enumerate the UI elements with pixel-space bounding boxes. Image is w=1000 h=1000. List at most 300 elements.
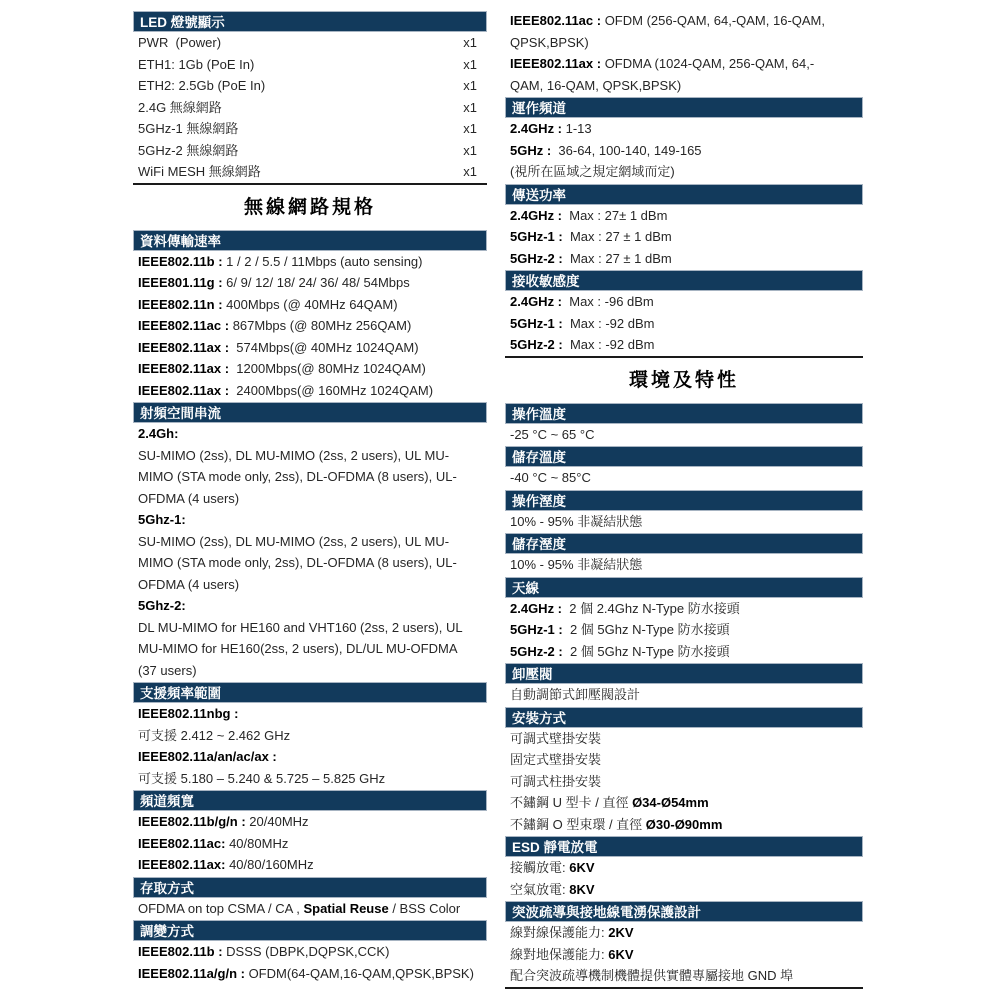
section-title: 環境及特性 xyxy=(628,369,739,391)
spec-row xyxy=(505,10,863,32)
row-value: 接觸放電: xyxy=(510,860,570,875)
spec-row-text xyxy=(138,552,477,574)
spec-row-text xyxy=(510,554,853,576)
section-header-label: 運作頻道 xyxy=(512,101,566,116)
section-header-bar xyxy=(505,707,863,728)
spec-row xyxy=(133,358,487,380)
spec-row-text xyxy=(138,140,455,162)
spec-row-text xyxy=(510,879,853,901)
row-value: 1 / 2 / 5.5 / 11Mbps (auto sensing) xyxy=(226,253,423,269)
spec-row xyxy=(505,619,863,641)
row-value: 線對線保護能力: xyxy=(510,925,609,940)
spec-row xyxy=(133,337,487,359)
spec-row xyxy=(133,54,487,76)
section-header-label: 接收敏感度 xyxy=(512,274,580,289)
row-label: IEEE802.11ac : xyxy=(138,318,233,333)
spec-row-text xyxy=(138,811,477,833)
spec-row-text xyxy=(510,291,853,313)
spec-row-text xyxy=(510,814,853,836)
row-value: MIMO (STA mode only, 2ss), DL-OFDMA (8 users), UL- xyxy=(138,555,457,570)
spec-row xyxy=(505,118,863,140)
row-label: IEEE802.11n : xyxy=(138,296,227,312)
row-value: 400Mbps (@ 40MHz 64QAM) xyxy=(226,296,398,312)
spec-row-text xyxy=(510,792,853,814)
row-label: IEEE802.11ac: xyxy=(138,835,230,851)
spec-row-text xyxy=(510,641,853,663)
spec-row-text xyxy=(138,445,477,467)
row-value: 20/40MHz xyxy=(249,814,309,829)
spec-row-text xyxy=(510,728,853,750)
section-header-label: 資料傳輸速率 xyxy=(140,233,221,249)
spec-row xyxy=(133,488,487,510)
row-label: 5GHz-1 : xyxy=(510,229,567,244)
spec-row xyxy=(133,898,487,920)
row-label: 2.4GHz : xyxy=(510,294,566,309)
section-header-bar xyxy=(133,790,487,811)
row-value: QAM, 16-QAM, QPSK,BPSK) xyxy=(510,77,682,93)
spec-row-text xyxy=(510,922,853,944)
row-quantity: x1 xyxy=(463,99,477,115)
spec-section xyxy=(133,682,487,789)
section-header-bar xyxy=(133,402,487,423)
row-value: Max : 27 ± 1 dBm xyxy=(566,229,672,244)
row-value: 6/ 9/ 12/ 18/ 24/ 36/ 48/ 54Mbps xyxy=(226,275,410,290)
section-header-bar xyxy=(505,577,863,598)
spec-row-text xyxy=(510,226,853,248)
row-label: IEEE802.11nbg : xyxy=(138,706,239,721)
spec-row-text xyxy=(510,140,853,162)
row-value: Max : 27 ± 1 dBm xyxy=(566,250,672,266)
row-value: 40/80MHz xyxy=(229,835,289,851)
row-label: IEEE802.11ax : xyxy=(138,361,233,376)
spec-section xyxy=(133,877,487,920)
section-header-bar xyxy=(505,836,863,857)
row-value: 5GHz-1 無線網路 xyxy=(138,121,239,136)
spec-row-text xyxy=(138,531,477,553)
section-header-bar xyxy=(505,663,863,684)
spec-row xyxy=(505,226,863,248)
spec-section xyxy=(133,11,487,185)
spec-row xyxy=(133,423,487,445)
spec-row-text xyxy=(138,574,477,596)
spec-section xyxy=(505,490,863,533)
section-header-bar xyxy=(505,97,863,118)
spec-row-text xyxy=(138,660,477,682)
row-value: 線對地保護能力: xyxy=(510,946,609,962)
row-value: -25 °C ~ 65 °C xyxy=(510,426,595,442)
row-label: 6KV xyxy=(569,860,595,875)
spec-section xyxy=(505,97,863,183)
spec-row xyxy=(133,811,487,833)
spec-row-text xyxy=(138,854,477,876)
spec-row-text xyxy=(510,619,853,641)
row-label: 2.4GHz : xyxy=(510,121,566,136)
section-header-label: 支援頻率範圍 xyxy=(140,686,221,701)
spec-row-text xyxy=(510,75,853,97)
spec-row xyxy=(505,554,863,576)
spec-section xyxy=(133,230,487,402)
spec-row-text xyxy=(510,313,853,335)
spec-row-text xyxy=(138,941,477,963)
spec-row-text xyxy=(138,97,455,119)
spec-row-text xyxy=(138,315,477,337)
spec-column-right xyxy=(505,10,863,989)
row-value: 40/80/160MHz xyxy=(229,857,314,872)
row-label: Ø30-Ø90mm xyxy=(645,816,723,832)
section-header-bar xyxy=(505,901,863,922)
spec-row-text xyxy=(138,337,477,359)
section-header-bar xyxy=(133,230,487,251)
spec-row-text xyxy=(138,963,477,985)
row-label: 6KV xyxy=(608,946,634,962)
section-header-bar xyxy=(505,184,863,205)
spec-row xyxy=(133,703,487,725)
spec-section xyxy=(505,403,863,446)
spec-row xyxy=(133,574,487,596)
spec-row-text xyxy=(138,380,477,402)
row-value: Max : -96 dBm xyxy=(565,294,654,309)
spec-row-text xyxy=(510,965,853,987)
spec-row xyxy=(133,768,487,790)
row-label: IEEE802.11ax : xyxy=(138,382,233,398)
spec-section xyxy=(505,836,863,900)
section-header-bar xyxy=(133,11,487,32)
row-value: OFDM(64-QAM,16-QAM,QPSK,BPSK) xyxy=(248,965,474,981)
spec-row-text xyxy=(138,746,477,768)
row-value: 574Mbps(@ 40MHz 1024QAM) xyxy=(232,339,419,355)
row-value: 不鏽鋼 O 型束環 / 直徑 xyxy=(510,816,646,832)
section-title: 無線網路規格 xyxy=(243,196,376,218)
spec-row xyxy=(505,75,863,97)
spec-row-text xyxy=(510,161,853,183)
spec-row-text xyxy=(510,10,853,32)
row-value: ETH2: 2.5Gb (PoE In) xyxy=(138,78,266,93)
spec-section xyxy=(133,920,487,984)
row-value: 10% - 95% 非凝結狀態 xyxy=(510,557,643,572)
row-value: 867Mbps (@ 80MHz 256QAM) xyxy=(232,318,412,333)
section-header-label: 安裝方式 xyxy=(512,710,566,726)
row-value: OFDMA on top CSMA / CA , xyxy=(138,900,304,916)
spec-row xyxy=(505,965,863,987)
spec-row xyxy=(133,445,487,467)
row-value: (37 users) xyxy=(138,662,197,678)
spec-row-text xyxy=(138,595,477,617)
spec-row-text xyxy=(138,294,477,316)
section-header-label: LED 燈號顯示 xyxy=(140,15,225,30)
spec-row xyxy=(133,617,487,639)
spec-row-text xyxy=(138,161,455,183)
row-value: 空氣放電: xyxy=(510,881,570,897)
section-header-bar xyxy=(133,920,487,941)
row-value: DL MU-MIMO for HE160 and VHT160 (2ss, 2 users), UL xyxy=(138,619,463,635)
spec-row xyxy=(505,879,863,901)
spec-row xyxy=(505,944,863,966)
row-label: 5GHz-1 : xyxy=(510,622,567,637)
section-header-label: 操作溫度 xyxy=(512,406,566,422)
spec-row xyxy=(133,833,487,855)
spec-row-text xyxy=(510,771,853,793)
section-header-bar xyxy=(133,877,487,898)
spec-row xyxy=(505,424,863,446)
row-value: 1-13 xyxy=(565,121,592,136)
spec-row-text xyxy=(138,272,477,294)
row-label: 5Ghz-1: xyxy=(138,512,186,527)
spec-row xyxy=(505,140,863,162)
section-header-label: 存取方式 xyxy=(140,880,194,896)
spec-row xyxy=(133,315,487,337)
row-value: OFDM (256-QAM, 64,-QAM, 16-QAM, xyxy=(604,13,826,28)
spec-row xyxy=(133,595,487,617)
spec-row xyxy=(133,552,487,574)
spec-section xyxy=(505,901,863,989)
row-label: 8KV xyxy=(569,881,595,897)
spec-section xyxy=(505,663,863,706)
spec-row xyxy=(505,161,863,183)
spec-row-text xyxy=(138,768,477,790)
row-value: 配合突波疏導機制機體提供實體專屬接地 GND 埠 xyxy=(510,968,794,983)
spec-row-text xyxy=(510,248,853,270)
spec-row-text xyxy=(138,423,477,445)
spec-row xyxy=(505,857,863,879)
section-header-label: 天線 xyxy=(512,580,539,596)
spec-row xyxy=(505,32,863,54)
row-label: IEEE802.11ax: xyxy=(138,857,230,872)
spec-row xyxy=(133,466,487,488)
section-header-bar xyxy=(133,682,487,703)
spec-row xyxy=(133,380,487,402)
row-label: IEEE801.11g : xyxy=(138,275,227,290)
spec-row-text xyxy=(510,424,853,446)
row-value: -40 °C ~ 85°C xyxy=(510,470,591,485)
spec-section xyxy=(505,533,863,576)
spec-row-text xyxy=(138,488,477,510)
spec-row xyxy=(505,248,863,270)
row-value: SU-MIMO (2ss), DL MU-MIMO (2ss, 2 users), UL MU- xyxy=(138,447,450,463)
spec-row xyxy=(505,313,863,335)
row-label: 5GHz-2 : xyxy=(510,250,567,266)
spec-row-text xyxy=(138,509,477,531)
spec-row-text xyxy=(138,898,477,920)
row-quantity: x1 xyxy=(463,164,477,179)
row-label: 2.4Gh: xyxy=(138,426,179,441)
section-header-label: 傳送功率 xyxy=(512,187,566,203)
section-header-bar xyxy=(505,490,863,511)
spec-row xyxy=(133,272,487,294)
row-value: / BSS Color xyxy=(388,900,461,916)
spec-row-text xyxy=(510,118,853,140)
row-label: IEEE802.11b : xyxy=(138,253,227,269)
spec-row xyxy=(133,509,487,531)
row-label: IEEE802.11b : xyxy=(138,944,227,959)
row-label: 5GHz-1 : xyxy=(510,315,567,331)
row-value: QPSK,BPSK) xyxy=(510,34,589,50)
spec-row xyxy=(505,291,863,313)
spec-row xyxy=(505,205,863,227)
spec-row-text xyxy=(510,467,853,489)
row-label: 2.4GHz : xyxy=(510,600,566,616)
row-value: Max : 27± 1 dBm xyxy=(565,207,668,223)
row-label: 5GHz-2 : xyxy=(510,337,567,352)
row-quantity: x1 xyxy=(463,121,477,136)
spec-row-text xyxy=(138,833,477,855)
spec-row xyxy=(133,118,487,140)
spec-row-text xyxy=(138,617,477,639)
spec-row xyxy=(505,771,863,793)
row-value: 1200Mbps(@ 80MHz 1024QAM) xyxy=(232,361,426,376)
spec-row-text xyxy=(510,944,853,966)
row-value: (視所在區域之規定網域而定) xyxy=(510,164,675,179)
row-value: 2 個 5Ghz N-Type 防水接頭 xyxy=(566,622,730,637)
spec-row-text xyxy=(510,598,853,620)
row-value: 10% - 95% 非凝結狀態 xyxy=(510,513,643,529)
spec-row xyxy=(133,75,487,97)
row-label: Ø34-Ø54mm xyxy=(632,795,709,810)
spec-row-text xyxy=(138,54,455,76)
spec-row xyxy=(505,467,863,489)
row-label: Spatial Reuse xyxy=(303,900,389,916)
spec-row xyxy=(505,792,863,814)
spec-row-text xyxy=(138,118,455,140)
spec-row xyxy=(133,251,487,273)
row-label: IEEE802.11ax : xyxy=(510,56,605,71)
spec-row xyxy=(133,941,487,963)
row-value: 固定式壁掛安裝 xyxy=(510,752,602,767)
spec-row xyxy=(505,728,863,750)
spec-section xyxy=(505,270,863,358)
row-label: 2.4GHz : xyxy=(510,207,566,223)
spec-row xyxy=(133,963,487,985)
row-value: Max : -92 dBm xyxy=(566,315,655,331)
row-value: 可調式壁掛安裝 xyxy=(510,730,602,746)
spec-row xyxy=(133,32,487,54)
row-label: 2KV xyxy=(608,925,634,940)
spec-row xyxy=(505,922,863,944)
spec-row xyxy=(505,334,863,356)
spec-row xyxy=(505,511,863,533)
spec-section xyxy=(505,707,863,836)
row-value: ETH1: 1Gb (PoE In) xyxy=(138,56,255,72)
row-value: 36-64, 100-140, 149-165 xyxy=(554,142,702,158)
spec-row-text xyxy=(510,53,853,75)
spec-row xyxy=(133,638,487,660)
row-value: 2.4G 無線網路 xyxy=(138,99,222,115)
spec-row xyxy=(133,854,487,876)
spec-row-text xyxy=(510,749,853,771)
row-label: 5GHz-2 : xyxy=(510,643,567,659)
spec-row-text xyxy=(138,725,477,747)
spec-row xyxy=(505,684,863,706)
row-value: 2 個 2.4Ghz N-Type 防水接頭 xyxy=(565,600,740,616)
spec-row-text xyxy=(510,857,853,879)
section-header-label: 頻道頻寬 xyxy=(140,794,194,809)
spec-row-text xyxy=(510,205,853,227)
spec-row xyxy=(133,660,487,682)
row-value: SU-MIMO (2ss), DL MU-MIMO (2ss, 2 users), UL MU- xyxy=(138,533,450,549)
spec-section xyxy=(505,577,863,663)
section-header-label: 突波疏導與接地線電湧保護設計 xyxy=(512,905,701,920)
row-value: PWR (Power) xyxy=(138,35,222,50)
spec-row-text xyxy=(138,32,455,54)
section-header-label: 儲存溫度 xyxy=(512,450,566,465)
row-quantity: x1 xyxy=(463,142,477,158)
row-value: 不鏽鋼 U 型卡 / 直徑 xyxy=(510,795,633,810)
row-value: 2 個 5Ghz N-Type 防水接頭 xyxy=(566,643,730,659)
row-value: 可支援 2.412 ~ 2.462 GHz xyxy=(138,727,291,743)
spec-row-text xyxy=(510,32,853,54)
section-header-label: 卸壓閥 xyxy=(512,667,553,682)
row-label: IEEE802.11a/an/ac/ax : xyxy=(138,749,277,764)
row-quantity: x1 xyxy=(463,78,477,93)
spec-row xyxy=(133,725,487,747)
spec-column-left xyxy=(133,10,487,984)
row-value: Max : -92 dBm xyxy=(566,337,655,352)
row-quantity: x1 xyxy=(463,56,477,72)
row-value: OFDMA (4 users) xyxy=(138,576,240,592)
spec-row-text xyxy=(138,466,477,488)
section-header-bar xyxy=(505,403,863,424)
row-value: OFDMA (4 users) xyxy=(138,490,240,506)
spec-section xyxy=(133,402,487,681)
row-value: OFDMA (1024-QAM, 256-QAM, 64,- xyxy=(604,56,815,71)
section-header-label: 操作溼度 xyxy=(512,493,566,509)
row-label: 5GHz : xyxy=(510,142,555,158)
spec-row-text xyxy=(138,251,477,273)
row-label: 5Ghz-2: xyxy=(138,598,186,613)
spec-row xyxy=(505,53,863,75)
spec-row-text xyxy=(138,75,455,97)
spec-row xyxy=(505,598,863,620)
spec-row-text xyxy=(138,703,477,725)
section-header-label: 射頻空間串流 xyxy=(140,406,221,421)
section-header-bar xyxy=(505,446,863,467)
spec-row xyxy=(133,746,487,768)
spec-row xyxy=(505,814,863,836)
row-value: DSSS (DBPK,DQPSK,CCK) xyxy=(226,944,390,959)
row-value: 可支援 5.180 – 5.240 & 5.725 – 5.825 GHz xyxy=(138,770,386,786)
spec-section xyxy=(505,10,863,96)
row-value: 2400Mbps(@ 160MHz 1024QAM) xyxy=(232,382,434,398)
spec-row xyxy=(133,294,487,316)
spec-section xyxy=(133,790,487,876)
spec-section xyxy=(505,446,863,489)
row-value: MU-MIMO for HE160(2ss, 2 users), DL/UL MU-OFDMA xyxy=(138,641,458,656)
spec-row xyxy=(505,749,863,771)
section-header-label: ESD 靜電放電 xyxy=(512,840,598,855)
row-label: IEEE802.11a/g/n : xyxy=(138,965,249,981)
spec-row-text xyxy=(138,358,477,380)
spec-row xyxy=(133,531,487,553)
spec-row xyxy=(505,641,863,663)
spec-row-text xyxy=(138,638,477,660)
spec-row-text xyxy=(510,511,853,533)
row-quantity: x1 xyxy=(463,35,477,50)
section-header-label: 調變方式 xyxy=(140,924,194,939)
section-header-label: 儲存溼度 xyxy=(512,537,566,552)
row-value: 可調式柱掛安裝 xyxy=(510,773,602,789)
row-label: IEEE802.11ax : xyxy=(138,339,233,355)
spec-row xyxy=(133,161,487,183)
spec-row xyxy=(133,97,487,119)
spec-row-text xyxy=(510,334,853,356)
section-header-bar xyxy=(505,533,863,554)
section-header-bar xyxy=(505,270,863,291)
row-label: IEEE802.11b/g/n : xyxy=(138,814,250,829)
spec-row-text xyxy=(510,684,853,706)
spec-section xyxy=(505,184,863,270)
row-value: 5GHz-2 無線網路 xyxy=(138,142,239,158)
row-value: WiFi MESH 無線網路 xyxy=(138,164,261,179)
row-value: 自動調節式卸壓閥設計 xyxy=(510,687,641,702)
